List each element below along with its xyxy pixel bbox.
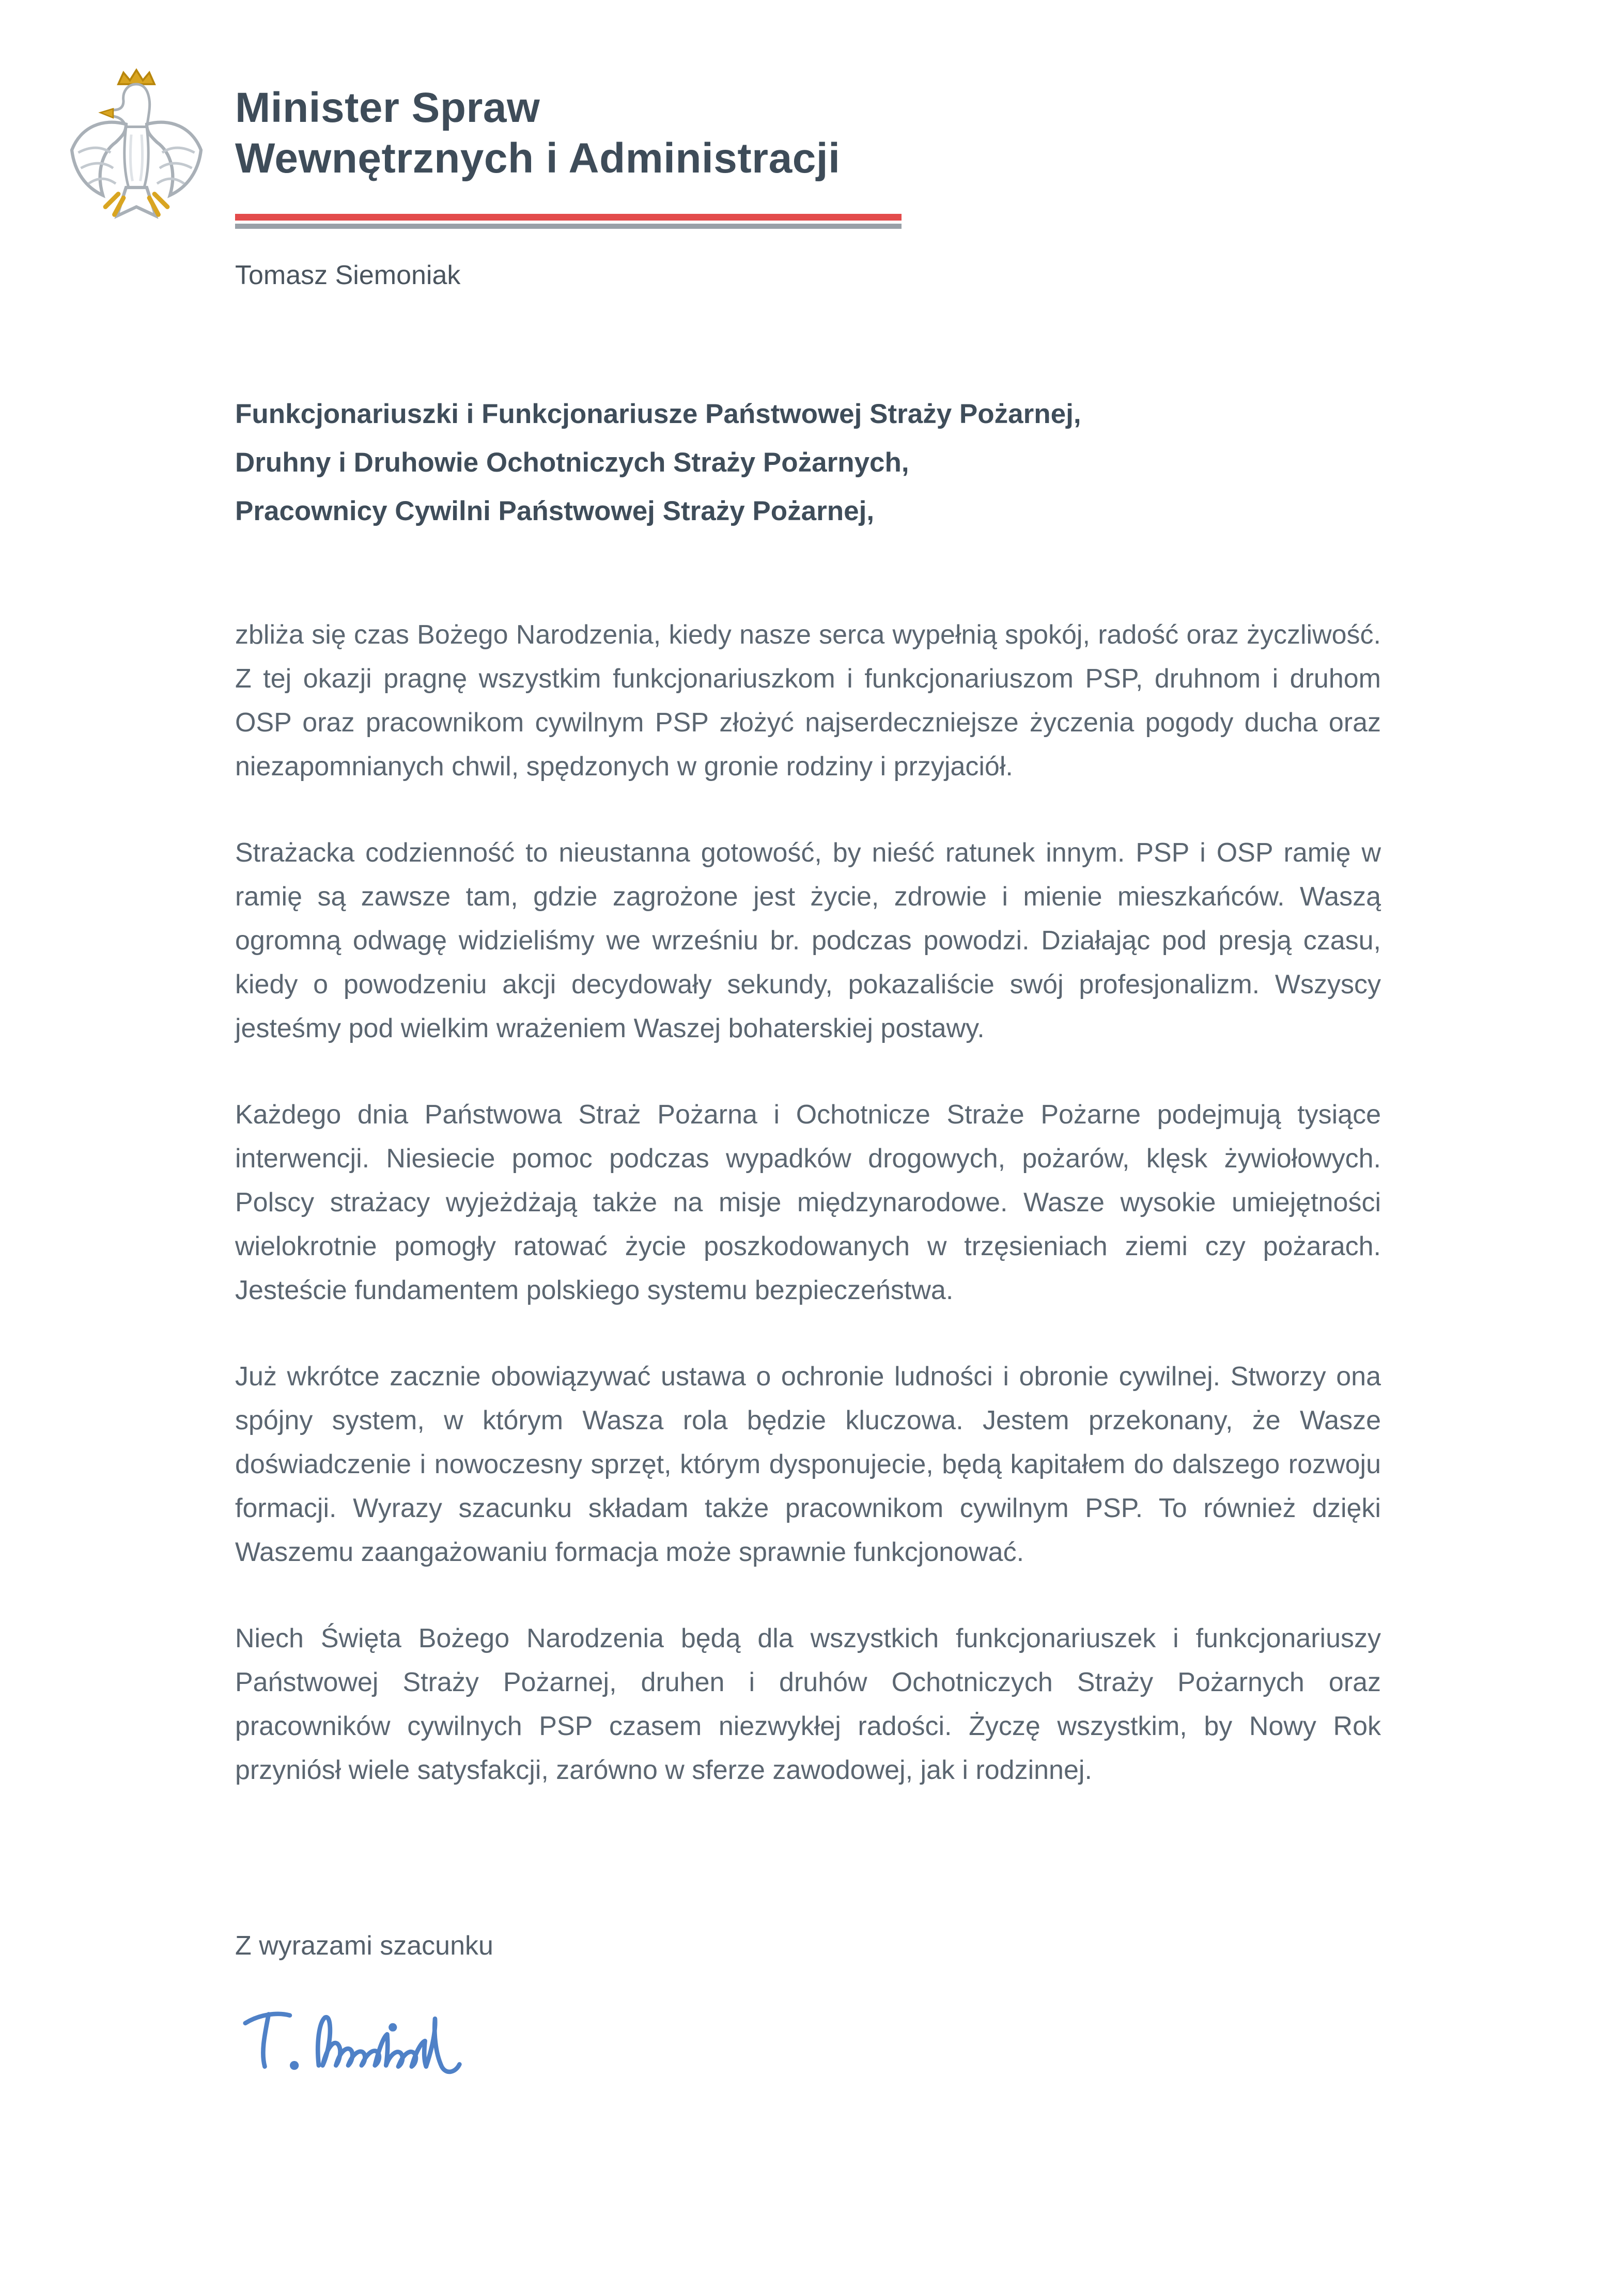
header-divider	[235, 214, 902, 229]
paragraph: Strażacka codzienność to nieustanna gotowość, by nieść ratunek innym. PSP i OSP ramię w ramię są zawsze tam, gdzie zagrożone jest życie, zdrowie i mienie mieszkańców. Waszą ogromną odwagę widzieliśmy we wrześniu br. podczas powodzi. Działając pod presją czasu, kiedy o powodzeniu akcji decydowały sekundy, pokazaliście swój profesjonalizm. Wszyscy jesteśmy pod wielkim wrażeniem Waszej bohaterskiej postawy.	[235, 838, 1381, 1043]
closing-phrase: Z wyrazami szacunku	[235, 1931, 493, 1961]
ministry-name-line2: Wewnętrznych i Administracji	[235, 135, 841, 182]
polish-eagle-coat-of-arms-icon	[59, 66, 214, 237]
salutation-block	[235, 390, 1381, 536]
paragraph: Niech Święta Bożego Narodzenia będą dla wszystkich funkcjonariuszek i funkcjonariuszy Państwowej Straży Pożarnej, druhen i druhów Ochotniczych Straży Pożarnych oraz pracowników cywilnych PSP czasem niezwykłej radości. Życzę wszystkim, by Nowy Rok przyniósł wiele satysfakcji, zarówno w sferze zawodowej, jak i rodzinnej.	[235, 1623, 1381, 1785]
header-divider-red-line	[235, 214, 902, 221]
paragraph: zbliża się czas Bożego Narodzenia, kiedy nasze serca wypełnią spokój, radość oraz życzliwość. Z tej okazji pragnę wszystkim funkcjonariuszkom i funkcjonariuszom PSP, druhnom i druhom OSP oraz pracownikom cywilnym PSP złożyć najserdeczniejsze życzenia pogody ducha oraz niezapomnianych chwil, spędzonych w gronie rodziny i przyjaciół.	[235, 620, 1381, 782]
letter-body	[235, 390, 1381, 2097]
header-divider-gray-line	[235, 224, 902, 229]
paragraph: Już wkrótce zacznie obowiązywać ustawa o ochronie ludności i obronie cywilnej. Stworzy ona spójny system, w którym Wasza rola będzie kluczowa. Jestem przekonany, że Wasze doświadczenie i nowoczesny sprzęt, którym dysponujecie, będą kapitałem do dalszego rozwoju formacji. Wyrazy szacunku składam także pracownikom cywilnym PSP. To również dzięki Waszemu zaangażowaniu formacja może sprawnie funkcjonować.	[235, 1362, 1381, 1567]
salutation-line: Pracownicy Cywilni Państwowej Straży Pożarnej,	[235, 496, 875, 526]
paragraph: Każdego dnia Państwowa Straż Pożarna i Ochotnicze Straże Pożarne podejmują tysiące interwencji. Niesiecie pomoc podczas wypadków drogowych, pożarów, klęsk żywiołowych. Polscy strażacy wyjeżdżają także na misje międzynarodowe. Wasze wysokie umiejętności wielokrotnie pomogły ratować życie poszkodowanych w trzęsieniach ziemi czy pożarach. Jesteście fundamentem polskiego systemu bezpieczeństwa.	[235, 1100, 1381, 1305]
salutation-line: Funkcjonariuszki i Funkcjonariusze Państwowej Straży Pożarnej,	[235, 399, 1081, 429]
handwritten-signature	[235, 1989, 592, 2097]
salutation-line: Druhny i Druhowie Ochotniczych Straży Pożarnych,	[235, 447, 909, 478]
ministry-name-line1: Minister Spraw	[235, 84, 540, 131]
minister-name: Tomasz Siemoniak	[235, 260, 461, 290]
